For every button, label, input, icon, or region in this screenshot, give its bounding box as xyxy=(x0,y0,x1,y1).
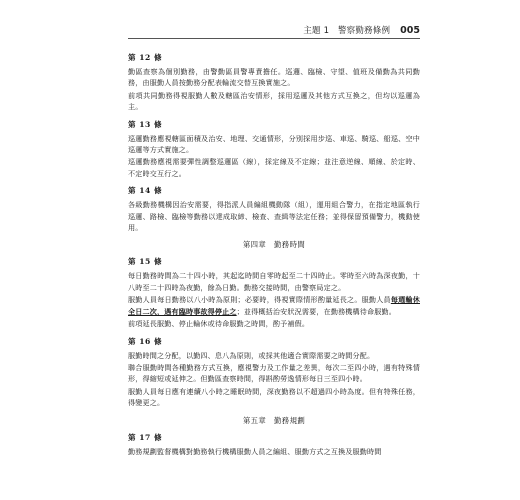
article-title: 第 15 條 xyxy=(128,257,163,267)
chapter-heading: 第五章 勤務規劃 xyxy=(242,415,306,425)
article-paragraph xyxy=(128,294,420,317)
running-header xyxy=(303,24,420,36)
article-title: 第 16 條 xyxy=(128,336,163,346)
article-paragraph: 前項共同勤務得視服勤人數及轄區治安情形，採用巡邏及其他方式互換之，但均以巡邏為主。 xyxy=(128,90,420,112)
article-paragraph: 勤區查察為個別勤務，由警勤區員警專責擔任。巡邏、臨檢、守望、值班及備勤為共同勤務，由服勤人員按勤務分配表輪流交替互換實施之。 xyxy=(128,67,420,88)
article-13 xyxy=(128,119,420,180)
article-paragraph: 前項延長服勤、停止輪休或待命服勤之時間，酌予補假。 xyxy=(128,319,310,329)
header-chapter-title: 主題 1 警察勤務條例 xyxy=(303,26,391,36)
emphasized-text: 每週輪休全日二次，遇有臨時事故得停止之 xyxy=(128,295,420,316)
paragraph-text: ；並得概括治安狀況需要，在勤務機構待命服勤。 xyxy=(236,306,397,316)
article-15 xyxy=(128,256,420,329)
article-title: 第 14 條 xyxy=(128,186,163,196)
article-paragraph: 聯合服勤時間各種勤務方式互換，應視警力及工作量之差異，每次二至四小時，遇有特殊情形，得縮短或延伸之。但勤區查察時間，得斟酌勞逸情形每日三至四小時。 xyxy=(128,362,420,384)
chapter-heading: 第四章 勤務時間 xyxy=(242,240,306,250)
article-16 xyxy=(128,336,420,409)
article-paragraph: 巡邏勤務應視轄區面積及治安、地理、交通情形，分別採用步巡、車巡、騎巡、船巡、空中巡邏等方式實施之。 xyxy=(128,133,420,155)
article-paragraph: 每日勤務時間為二十四小時，其起迄時間自零時起至二十四時止。零時至六時為深夜勤，十八時至二十四時為夜勤，餘為日勤。勤務交接時間，由警察局定之。 xyxy=(128,271,420,292)
article-paragraph: 勤務規劃監督機構對勤務執行機構服勤人員之編組、服勤方式之互換及服勤時間 xyxy=(128,446,382,456)
page-body xyxy=(128,46,420,457)
article-paragraph: 巡邏勤務應視需要彈性調整巡邏區（線），採定線及不定線；並注意逆線、順線、於定時、不定時交互行之。 xyxy=(128,157,420,178)
article-14 xyxy=(128,185,420,233)
article-paragraph: 服勤人員每日應有連續八小時之睡眠時間，深夜勤務以不超過四小時為度。但有特殊任務，得變更之。 xyxy=(128,386,420,408)
header-rule xyxy=(128,38,420,39)
article-title: 第 12 條 xyxy=(128,53,163,62)
article-12 xyxy=(128,52,420,113)
article-paragraph: 服勤時間之分配，以勤四、息八為原則，或採其他適合實際需要之時間分配。 xyxy=(128,350,375,360)
article-title: 第 13 條 xyxy=(128,119,163,129)
page-number: 005 xyxy=(400,25,420,36)
article-paragraph: 各級勤務機構因治安需要，得指派人員編組機動隊（組），運用組合警力，在指定地區執行巡邏、路檢、臨檢等勤務以達成取締、檢查、查緝等法定任務；並得保留預備警力，機動使用。 xyxy=(128,200,420,233)
article-title: 第 17 條 xyxy=(128,432,163,442)
paragraph-text: 服勤人員每日勤務以八小時為原則；必要時，得視實際情形酌量延長之。服勤人員 xyxy=(128,295,391,305)
article-17 xyxy=(128,432,420,457)
